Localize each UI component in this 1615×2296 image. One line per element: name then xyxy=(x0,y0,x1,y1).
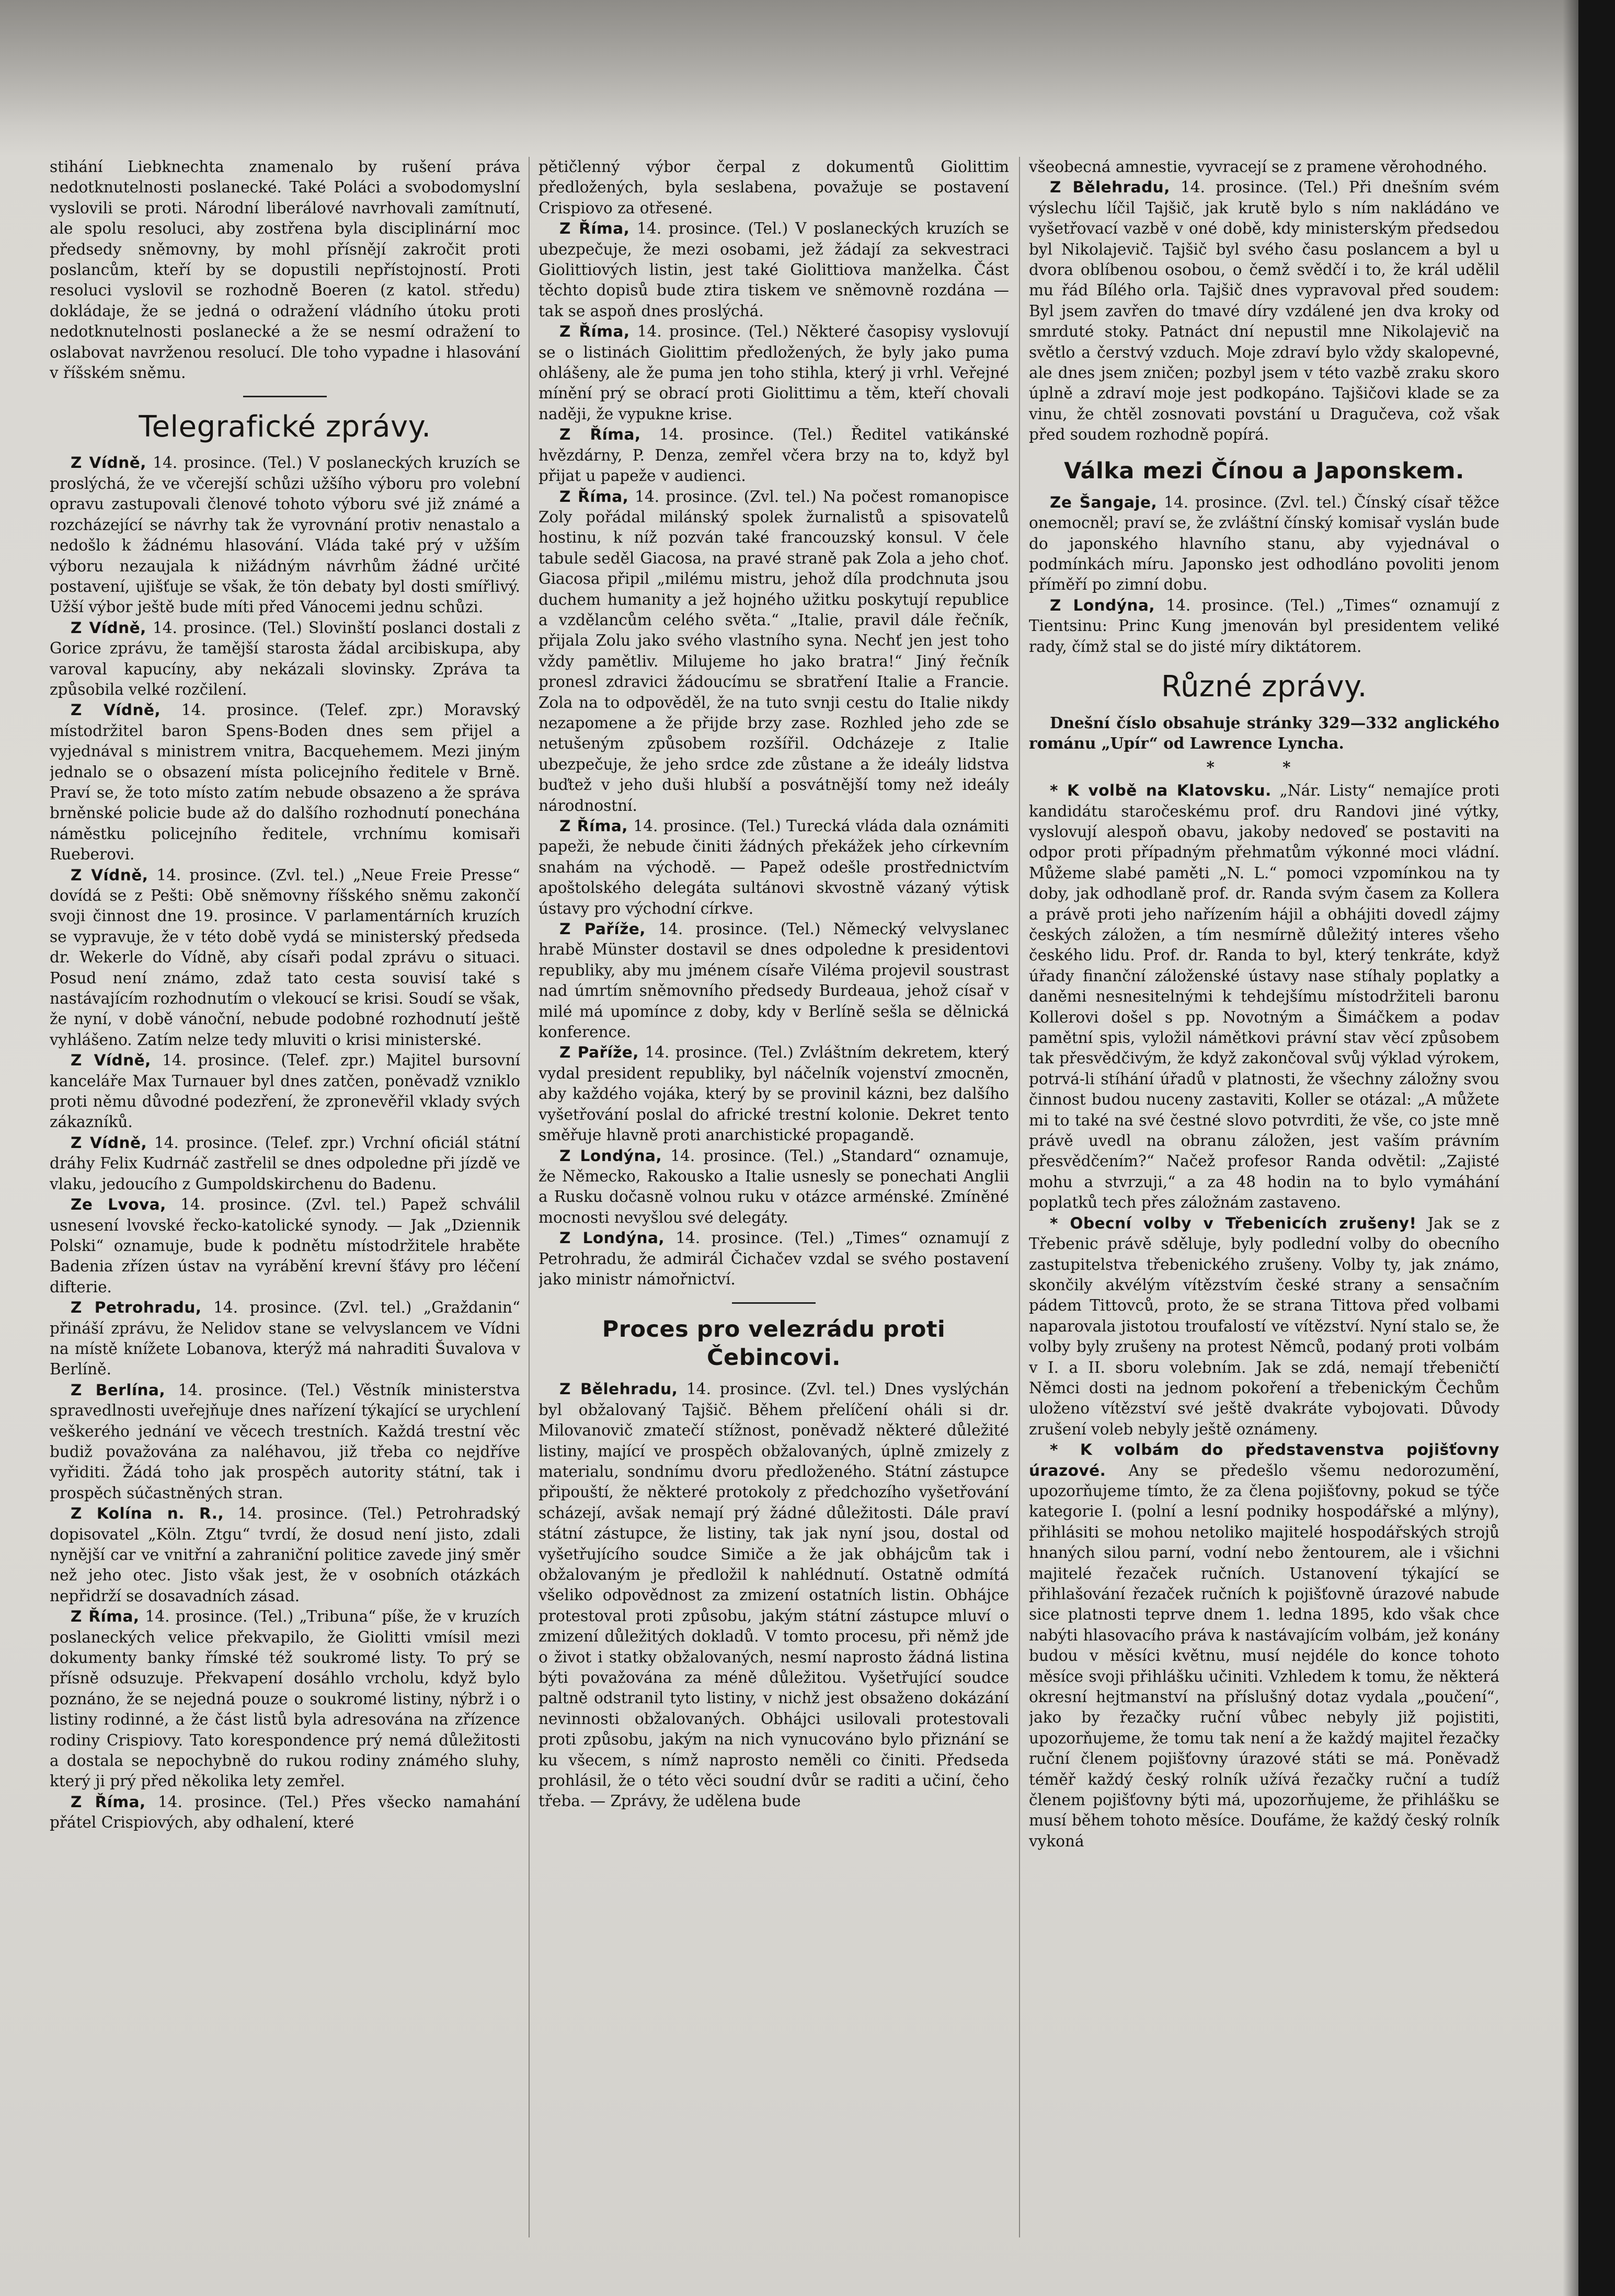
section-heading: Různé zprávy. xyxy=(1161,669,1367,704)
news-text: 14. prosince. (Tel.) Slovinští poslanci dostali z Gorice zprávu, že tamější starosta žádal arcibiskupa, aby varoval kapucíny, aby nekázali slovinsky. Zpráva ta způsobila velké rozčilení. xyxy=(50,618,520,698)
article-continuation: stihání Liebknechta znamenalo by rušení práva nedotknutelnosti poslanecké. Také Poláci a svobodomyslní vyslovili se proti. Národní liberálové navrhovali zamítnutí, ale spolu resoluci, aby zostřena byla disciplinární moc předsedy sněmovny, by mohl přísnějí zakročit proti poslancům, kteří by se dopustili nepřístojností. Proti resoluci vyslovil se rozhodně Boeren (z katol. středu) dokládaje, že se jedná o odražení vládního útoku proti nedotknutelnosti poslanecké a že se nesmí odražení to oslabovat navrženou resolucí. Dle toho vypadne i hlasování v říšském sněmu. xyxy=(50,158,520,382)
scan-edge-shadow xyxy=(1563,0,1578,2296)
dateline: Ze Šangaje, xyxy=(1050,493,1158,511)
news-text: 14. prosince. (Tel.) „Tribuna“ píše, že v kruzích poslaneckých velice překvapilo, že Giolitti vmísil mezi dokumenty banky římské též soukromé listy. To prý se přísně odsuzuje. Překvapení dosáhlo vrcholu, když bylo poznáno, že se nejedná pouze o soukromé listiny, nýbrž i o listiny rodinné, a že část listů byla adresována na zřízence rodiny Crispiovy. Tato korespondence prý nemá důležitosti a dostala se nepochybně do rukou rodiny známého sluhy, který ji prý před několika lety zemřel. xyxy=(50,1608,520,1790)
news-item xyxy=(1029,1440,1499,1852)
news-text: 14. prosince. (Telef. zpr.) Vrchní oficiál státní dráhy Felix Kudrnáč zastřelil se dnes odpoledne při jízdě ve vlaku, jedoucího z Gumpoldskirchenu do Badenu. xyxy=(50,1133,520,1193)
dateline: Z Paříže, xyxy=(559,920,646,938)
news-item xyxy=(50,1503,520,1606)
news-list xyxy=(539,1379,1009,1812)
news-list xyxy=(539,157,1009,1290)
news-item xyxy=(539,1042,1009,1145)
news-item xyxy=(539,157,1009,219)
news-item xyxy=(50,618,520,701)
dateline: * K volbám do představenstva pojišťovny úrazové. xyxy=(1029,1441,1499,1479)
news-item xyxy=(50,1195,520,1298)
news-item xyxy=(539,1379,1009,1812)
news-text: 14. prosince. (Tel.) Zvláštním dekretem, který vydal president republiky, byl náčelník vojenství zmocněn, aby každého vojáka, který by se provinil kázni, bez dalšího vyšetřování poslal do africké trestní kolonie. Dekret tento směřuje hlavně proti anarchistické propagandě. xyxy=(539,1043,1009,1144)
dateline: Z Říma, xyxy=(559,487,629,506)
news-text: 14. prosince. (Tel.) Některé časopisy vyslovují se o listinách Giolittim předložených, že byly jako puma ohlášeny, ale že puma jen toho stihla, který ji vrhl. Veřejné mínění prý se obrací proti Giolittimu a těm, kteří chovali naději, že vypukne krise. xyxy=(539,323,1009,423)
news-item xyxy=(1029,157,1499,177)
news-text: Any se předešlo všemu nedorozumění, upozorňujeme tímto, že za člena pojišťovny, pokud se týče kategorie I. (polní a lesní podniky hospodářské a mlýny), přihlásiti se mohou netoliko majitelé hospodářských strojů hnaných silou parní, vodní nebo žentourem, ale i všichni majitelé řezaček ručních. Ustanovení týkající se přihlašování řezaček ručních k pojišťovně úrazové nabude sice platnosti teprve dnem 1. ledna 1895, kdo však chce nabýti hlasovacího práva k nastávajícím volbám, jež konány budou v měsíci květnu, musí nejdéle do konce tohoto měsíce svoji přihlášku učiniti. Vzhledem k tomu, že některá okresní hejtmanství na příslušný dotaz vydala „poučení“, jako by řezačky ruční vůbec nebyly již pojistiti, upozorňujeme, že tomu tak není a že každý majitel řezačky ruční členem pojišťovny úrazové státi se má. Poněvadž téměř každý český rolník užívá řezačky ruční a tudíž členem pojišťovny býti má, upozorňujeme, že přihlášku se musí během tohoto měsíce. Doufáme, že každý český rolník vykoná xyxy=(1029,1461,1499,1850)
news-text: 14. prosince. (Tel.) „Standard“ oznamuje, že Německo, Rakousko a Italie usnesly se ponechati Anglii a Rusku dočasně volnou ruku v otázce arménské. Zmíněné mocnosti nevyšlou své delegáty. xyxy=(539,1146,1009,1226)
dateline: Z Londýna, xyxy=(1050,596,1155,614)
dateline: Z Londýna, xyxy=(559,1146,662,1165)
news-text: 14. prosince. (Zvl. tel.) Dnes vyslýchán byl obžalovaný Tajšič. Během přelíčení oháli si dr. Milovanovič zmatečí stížnost, poněvadž některé důležité listiny, mající ve prospěch obžalovaných, úplně zmizely z materialu, sondnímu dvoru předloženého. Státní zástupce připouští, že některé protokoly z předchozího vyšetřování scházejí, avšak nemají prý žádné důležitosti. Dále praví státní zástupce, že listiny, tak jak nyní jsou, dostal od vyšetřujícího soudce Simiče a že jak obhájcům tak i obžalovaným je předložil k nahlédnutí. Ostatně odmítá všeliko odpovědnost za zmizení ostatních listin. Obhájce protestoval proti způsobu, jakým státní zástupce mluví o zmizení důležitých dokladů. V tomto procesu, při němž jde o život i statky obžalovaných, nesmí naprosto žádná listina býti považována za méně důležitou. Vyšetřující soudce paltně odstranil tyto listiny, v nichž jest obsaženo dokázání nevinnosti obžalovaných. Obhájci usilovali protestovali proti způsobu, jakým na nich vynucováno bylo přiznání se ku všecem, s nímž naprosto neměli co činiti. Předseda prohlásil, že o této věci soudní dvůr se raditi a učiní, čeho třeba. — Zprávy, že udělena bude xyxy=(539,1380,1009,1810)
news-text: 14. prosince. (Tel.) V poslaneckých kruzích se ubezpečuje, že mezi osobami, jež žádají za sekvestraci Giolittiových listin, jest také Giolittiova manželka. Část těchto dopisů bude ztira tiskem ve sněmovně rozdána — tak se aspoň dnes proslýchá. xyxy=(539,220,1009,320)
dateline: Z Vídně, xyxy=(71,1133,147,1152)
scan-dark-edge xyxy=(1578,0,1615,2296)
dateline: Z Říma, xyxy=(559,817,628,835)
news-item xyxy=(50,1050,520,1133)
section-divider xyxy=(243,396,327,397)
news-list xyxy=(1029,157,1499,445)
dateline: Z Vídně, xyxy=(71,866,148,884)
news-text: všeobecná amnestie, vyvracejí se z pramene věrohodného. xyxy=(1029,158,1487,176)
news-item xyxy=(50,1380,520,1503)
news-item xyxy=(539,1228,1009,1290)
news-item xyxy=(1029,492,1499,595)
news-item xyxy=(539,919,1009,1042)
dateline: Z Říma, xyxy=(71,1793,146,1811)
news-item xyxy=(539,424,1009,486)
news-text: 14. prosince. (Tel.) Při dnešním svém výslechu líčil Tajšič, jak krutě bylo s ním nakládáno ve vyšetřovací vazbě v oné době, kdy ministerským předsedou byl Nikolajevič. Tajšič byl svého času poslancem a byl u dvora oblíbenou osobou, o čemž svědčí i to, že král udělil mu řád Bílého orla. Tajšič dnes vypravoval před soudem: Byl jsem zavřen do tmavé díry vzdálené jen dva kroky od smrduté stoky. Patnáct dní nepustil mne Nikolajevič na světlo a čerstvý vzduch. Moje zdraví bylo vždy skalopevné, ale dnes jsem zničen; pozbyl jsem v této vazbě zraku skoro úplně a zdraví moje jest podkopáno. Tajšičovi klade se za vinu, že chtěl zosnovati povstání u Dragučeva, což však před soudem rozhodně popírá. xyxy=(1029,178,1499,444)
news-item xyxy=(50,1298,520,1380)
dateline: Z Říma, xyxy=(559,323,630,341)
dateline: Z Paříže, xyxy=(559,1043,639,1062)
news-text: 14. prosince. (Zvl. tel.) „Neue Freie Presse“ dovídá se z Pešti: Obě sněmovny říšského sněmu zakončí svoji činnost dne 19. prosince. V parlamentárních kruzích se vypravuje, že v této době vydá se ministerský předseda dr. Wekerle do Vídně, aby císaři podal zprávu o situaci. Posud není známo, zdaž tato cesta souvisí také s nastávajícím rozhodnutím o vlekoucí se krisi. Soudí se však, že nyní, v době vánoční, nebude podobné rozhodnutí ještě vyhlášeno. Zatím nelze tedy mluviti o krisi ministerské. xyxy=(50,866,520,1049)
dateline: Z Říma, xyxy=(559,426,641,444)
news-item xyxy=(539,322,1009,424)
section-heading: Válka mezi Čínou a Japonskem. xyxy=(1064,457,1464,484)
column-middle xyxy=(539,157,1009,2248)
dateline: Z Petrohradu, xyxy=(71,1299,202,1317)
news-text: 14. prosince. (Tel.) Petrohradský dopisovatel „Köln. Ztgu“ tvrdí, že dosud není jisto, zdali nynější car ve vnitřní a zahraniční politice zavede jiný směr než jeho otec. Jisto však jest, že v osobních otázkách nepřidrží se dosavadních zásad. xyxy=(50,1505,520,1605)
dateline: Z Vídně, xyxy=(71,1051,151,1070)
news-text: 14. prosince. (Tel.) Ředitel vatikánské hvězdárny, P. Denza, zemřel včera brzy na to, když byl přijat u papeže v audienci. xyxy=(539,426,1009,485)
dateline: Z Říma, xyxy=(71,1608,140,1626)
dateline: Z Berlína, xyxy=(71,1381,166,1399)
news-item xyxy=(1029,780,1499,1213)
news-item xyxy=(539,816,1009,919)
news-text: 14. prosince. (Tel.) V poslaneckých kruzích se proslýchá, že ve včerejší schůzi užšího výboru pro volební opravu zastupovali členové tohoto výboru své již známé a rozcházející se návrhy tak že vyrovnání protiv nenastalo a nedošlo k žádnému hlasování. Vláda také prý v užším výboru nezaujala k nižádným návrhům žádné určité postavení, ujišťuje se však, že tön debaty byl dosti smířlivý. Užší výbor ještě bude míti před Vánocemi jednu schůzi. xyxy=(50,454,520,616)
news-text: „Nár. Listy“ nemajíce proti kandidátu staročeskému prof. dru Randovi jiné výtky, vyslovují alespoň obavu, jakoby nedoveď se postaviti na odpor proti případným přehmatům výkonné moci vládní. Můžeme slabé paměti „N. L.“ pomoci vzpomínkou na ty doby, jak odhodlaně prof. dr. Randa svým časem za Kollera a právě proti jeho nařízením hájil a obhájiti dovedl zájmy českých záložen, a tím nesmírně důležitý interes všeho českého lidu. Prof. dr. Randa to byl, který tenkráte, když úřady finanční záloženské ústavy nase stíhaly poplatky a daněmi nesnesitelnými k tehdejšímu místodržiteli baronu Kollerovi došel s pp. Novotným a Šimáčkem a podav pamětní spis, vyložil námětkovi právní stav věcí způsobem tak přesvědčivým, že když zakončoval svůj výklad výrokem, potrvá-li stíhání úřadů v platnosti, že všechny záložny svou činnost budou nuceny zastaviti, Koller se otázal: „A můžete mi to také na své čestné slovo potvrditi, že vše, co jste mně právě uvedl na obranu záložen, jest vaším právním přesvědčením?“ Načež profesor Randa odvětil: „Zajisté mohu a stvrzuji,“ a za 48 hodin na to bylo vymáhání poplatků tech přes záložnám zastaveno. xyxy=(1029,782,1499,1212)
news-item xyxy=(50,865,520,1051)
news-text: 14. prosince. (Tel.) Věstník ministerstva spravedlnosti uveřejňuje dnes nařízení týkající se urychlení veškerého jednání ve věcech trestních. Každá trestní věc budiž považována za naléhavou, již třeba co nejdříve vyřiditi. Žádá toho jak prospěch autority státní, tak i prospěch súčastněných stran. xyxy=(50,1381,520,1502)
column-right xyxy=(1029,157,1499,2248)
news-text: 14. prosince. (Tel.) Německý velvyslanec hrabě Münster dostavil se dnes odpoledne k presidentovi republiky, aby mu jménem císaře Viléma projevil soustrast nad úmrtím sněmovního předsedy Burdeaua, jehož císař v milé má upomínce z doby, kdy v Berlíně sešla se dělnická konference. xyxy=(539,920,1009,1041)
news-item xyxy=(1029,595,1499,657)
dateline: Z Londýna, xyxy=(559,1229,665,1247)
news-item xyxy=(539,219,1009,322)
dateline: Z Vídně, xyxy=(71,454,146,472)
news-text: 14. prosince. (Tel.) „Times“ oznamují z Petrohradu, že admirál Čichačev vzdal se svého postavení jako ministr námořnictví. xyxy=(539,1229,1009,1288)
news-text: 14. prosince. (Tel.) Turecká vláda dala oznámiti papeži, že nebude činiti žádných překážek jeho církevním snahám na východě. — Papež odešle prostřednictvím apoštolského delegáta sultánovi skvostně vázaný výtisk ústavy pro východní církve. xyxy=(539,817,1009,917)
news-text: 14. prosince. (Zvl. tel.) „Graždanin“ přináší zprávu, že Nelidov stane se velvyslancem ve Vídni na místě knížete Lobanova, kterýž má nahraditi Šuvalova v Berlíně. xyxy=(50,1299,520,1379)
dateline: Z Bělehradu, xyxy=(559,1380,678,1398)
news-item xyxy=(1029,177,1499,445)
news-text: 14. prosince. (Tel.) Přes všecko namahání přátel Crispiových, aby odhalení, které xyxy=(50,1793,520,1832)
column-rule xyxy=(529,157,530,2237)
dateline: Z Kolína n. R., xyxy=(71,1505,224,1523)
news-item xyxy=(539,487,1009,817)
news-item xyxy=(50,1606,520,1792)
news-list xyxy=(50,453,520,1833)
news-text: 14. prosince. (Zvl. tel.) Čínský císař těžce onemocněl; praví se, že zvláštní čínský komisař vyslán bude do japonského hlavního stanu, aby vyjednával o podmínkách míru. Japonsko jest odhodláno povoliti jenom příměří po zimní dobu. xyxy=(1029,493,1499,594)
section-heading: Telegrafické zprávy. xyxy=(139,410,431,444)
column-rule xyxy=(1019,157,1020,2237)
dateline: Z Vídně, xyxy=(71,618,146,637)
section-divider xyxy=(732,1302,816,1304)
dateline: Z Říma, xyxy=(559,220,630,238)
news-text: pětičlenný výbor čerpal z dokumentů Giolittim předložených, byla seslabena, považuje se postavení Crispiovo za otřesené. xyxy=(539,158,1009,217)
news-item xyxy=(50,700,520,865)
separator-stars: * * xyxy=(1206,757,1322,776)
news-text: 14. prosince. (Telef. zpr.) Moravský místodržitel baron Spens-Boden dnes sem přijel a vyjednával s ministrem vnitra, Bacquehemem. Mezi jiným jednalo se o obsazení místa policejního ředitele v Brně. Praví se, že toto místo zatím nebude obsazeno a že správa brněnské policie bude až do dalšího rozhodnutí ponechána náměstku policejního ředitele, vrchnímu komisaři Rueberovi. xyxy=(50,701,520,864)
dateline: * Obecní volby v Třebenicích zrušeny! xyxy=(1050,1214,1417,1232)
dateline: Ze Lvova, xyxy=(71,1196,166,1214)
news-text: 14. prosince. (Zvl. tel.) Na počest romanopisce Zoly pořádal milánský spolek žurnalistů a spisovatelů hostinu, k níž pozván také francouzský konsul. V čele tabule seděl Giacosa, na pravé straně pak Zola a jeho choť. Giacosa připil „milému mistru, jehož díla prodchnuta jsou duchem humanity a jež hojného užitku poskytují republice a vzdělancům celého světa.“ „Italie, pravil dále řečník, přijala Zolu jako svého vlastního syna. Nechť jen jest toho vždy pamětliv. Milujeme ho jako bratra!“ Jiný řečník pronesl zdravici žádoucímu se sbratření Italie a Francie. Zola na to odpověděl, že na tuto svnji cestu do Italie nikdy nezapomene a že přijde brzy zase. Rozhled jeho zde se netušeným způsobem rozšířil. Odcházeje z Italie ubezpečuje, že jeho srdce zde zůstane a že ideály lidstva buďtež v jeho duši hlubší a posvátnější tomy než ideály národnostní. xyxy=(539,487,1009,814)
column-left xyxy=(50,157,520,2248)
news-item xyxy=(539,1146,1009,1229)
section-heading: Proces pro velezrádu proti Čebincovi. xyxy=(602,1316,946,1371)
news-list xyxy=(1029,780,1499,1852)
news-item xyxy=(50,453,520,617)
dateline: * K volbě na Klatovsku. xyxy=(1050,782,1272,800)
news-list xyxy=(1029,492,1499,657)
news-text: 14. prosince. (Tel.) „Times“ oznamují z Tientsinu: Princ Kung jmenován byl presidentem veliké rady, čímž stal se do jisté míry diktátorem. xyxy=(1029,596,1499,656)
news-item xyxy=(1029,1213,1499,1440)
news-item xyxy=(50,1133,520,1195)
news-text: 14. prosince. (Telef. zpr.) Majitel bursovní kanceláře Max Turnauer byl dnes zatčen, poněvadž vzniklo proti němu důvodné podezření, že zpronevěřil vklady svých zákazníků. xyxy=(50,1051,520,1131)
scan-shadow xyxy=(0,0,1615,157)
dateline: Z Bělehradu, xyxy=(1050,178,1170,197)
news-text: 14. prosince. (Zvl. tel.) Papež schválil usnesení lvovské řecko-katolické synody. — Jak „Dziennik Polski“ oznamuje, bude k podnětu místodržitele hraběte Badenia zřízen ústav na vyrábění krevní šťávy pro léčení difterie. xyxy=(50,1196,520,1296)
notice: Dnešní číslo obsahuje stránky 329—332 anglického románu „Upír“ od Lawrence Lyncha. xyxy=(1029,713,1499,753)
news-item xyxy=(50,1792,520,1833)
dateline: Z Vídně, xyxy=(71,701,161,719)
news-text: Jak se z Třebenic právě sděluje, byly podlední volby do obecního zastupitelstva třebenického zrušeny. Volby ty, jak známo, skončily akvélým vítězstvím české strany a sensačním pádem Tittovců, proto, že se strana Tittova před volbami naparovala jistotou troufalostí ve vítězství. Nyní stalo se, že volby byly zrušeny na protest Němců, podaný proti volbám v I. a II. sboru volebním. Jak se zdá, nemají třebeničtí Němci dosti na jednom pokoření a třebenickým Čechům uloženo vítězství své ještě dvakráte vybojovati. Důvody zrušení voleb nebyly ještě oznámeny. xyxy=(1029,1214,1499,1438)
